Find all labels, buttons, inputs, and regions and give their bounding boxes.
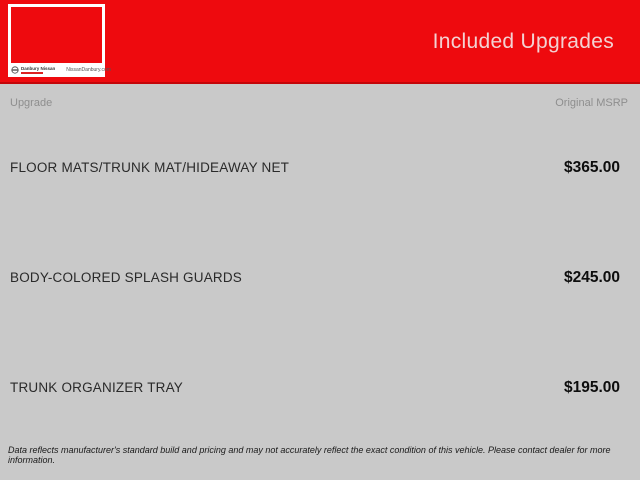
table-row <box>10 159 620 177</box>
upgrade-name: TRUNK ORGANIZER TRAY <box>10 380 184 395</box>
dealer-name: Danbury Nissan <box>21 65 56 71</box>
table-row <box>10 269 620 287</box>
table-row <box>10 379 620 397</box>
dealer-website: NissanDanbury.com <box>66 67 111 73</box>
column-header-msrp: Original MSRP <box>555 97 628 109</box>
upgrade-name: BODY-COLORED SPLASH GUARDS <box>10 270 243 285</box>
dealer-name-underline <box>21 72 43 74</box>
upgrade-name: FLOOR MATS/TRUNK MAT/HIDEAWAY NET <box>10 160 290 175</box>
upgrade-price: $365.00 <box>563 159 620 176</box>
column-header-upgrade: Upgrade <box>10 97 53 109</box>
upgrade-price: $245.00 <box>563 269 620 286</box>
upgrade-price: $195.00 <box>563 379 620 396</box>
nissan-badge-icon <box>11 66 19 74</box>
dealer-logo-red-panel <box>11 7 102 63</box>
header-banner <box>0 0 640 84</box>
disclaimer-text: Data reflects manufacturer's standard build and pricing and may not accurately reflect the exact condition of this vehicle. Please contact dealer for more information. <box>8 445 611 465</box>
dealer-logo <box>8 4 111 77</box>
dealer-name-block <box>21 67 55 74</box>
table-column-header <box>10 97 628 109</box>
dealer-logo-strip <box>8 63 111 77</box>
page-title: Included Upgrades <box>432 30 614 53</box>
